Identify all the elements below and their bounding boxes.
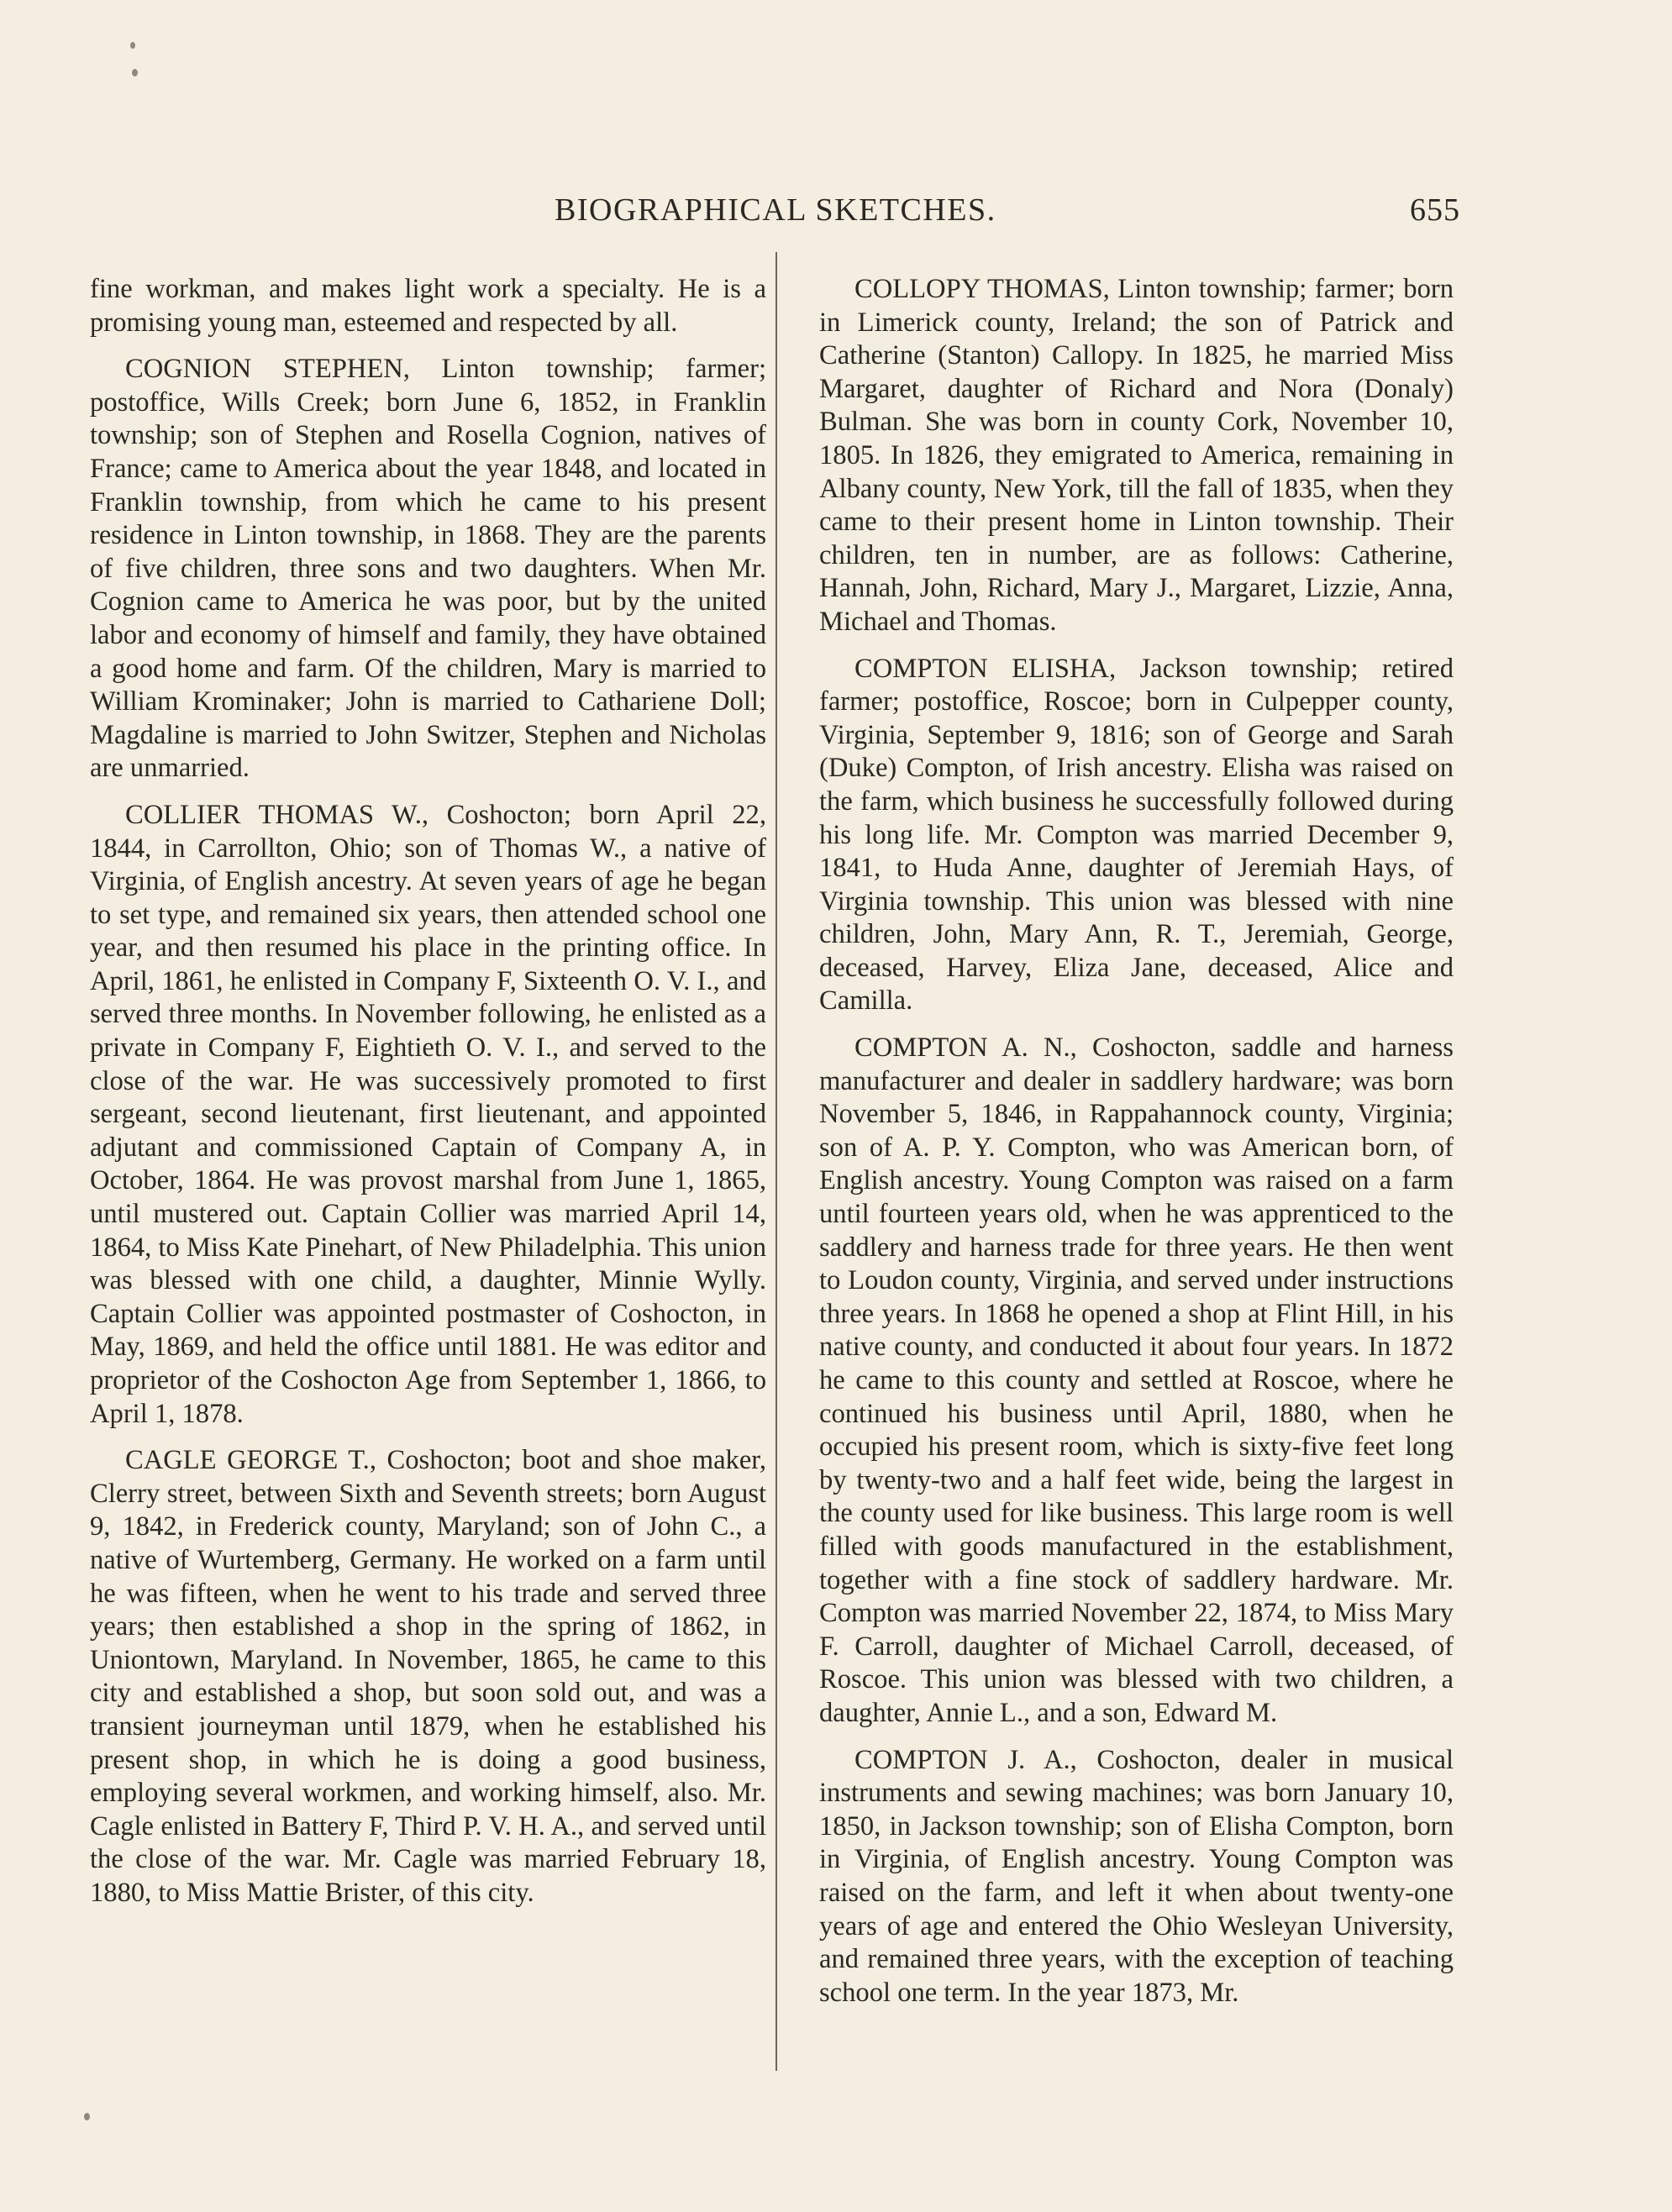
entry-compton-elisha: COMPTON ELISHA, Jackson township; retired farmer; postoffice, Roscoe; born in Culpepper county, Virginia, September 9, 1816; son of George and Sarah (Duke) Compton, of Irish ancestry. Elisha was raised on the farm, which business he successfully followed during his long life. Mr. Compton was married December 9, 1841, to Huda Anne, daughter of Jeremiah Hays, of Virginia township. This union was blessed with nine children, John, Mary Ann, R. T., Jeremiah, George, deceased, Harvey, Eliza Jane, deceased, Alice and Camilla. bbox=[819, 653, 1454, 1017]
column-divider bbox=[776, 252, 777, 2071]
entry-cagle-george: CAGLE GEORGE T., Coshocton; boot and shoe maker, Clerry street, between Sixth and Seventh streets; born August 9, 1842, in Frederick county, Maryland; son of John C., a native of Wurtemberg, Germany. He worked on a farm until he was fifteen, when he went to his trade and served three years; then established a shop in the spring of 1862, in Uniontown, Maryland. In November, 1865, he came to this city and established a shop, but soon sold out, and was a transient journeyman until 1879, when he established his present shop, in which he is doing a good business, employing several workmen, and working himself, also. Mr. Cagle enlisted in Battery F, Third P. V. H. A., and served until the close of the war. Mr. Cagle was married February 18, 1880, to Miss Mattie Brister, of this city. bbox=[90, 1445, 766, 1908]
page-header bbox=[546, 187, 1588, 230]
entry-compton-a-n: COMPTON A. N., Coshocton, saddle and harness manufacturer and dealer in saddlery hardware; was born November 5, 1846, in Rappahannock county, Virginia; son of A. P. Y. Compton, who was American born, of English ancestry. Young Compton was raised on a farm until fourteen years old, when he was apprenticed to the saddlery and harness trade for three years. He then went to Loudon county, Virginia, and served under instructions three years. In 1868 he opened a shop at Flint Hill, in his native county, and conducted it about four years. In 1872 he came to this county and settled at Roscoe, where he continued his business until April, 1880, when he occupied his present room, which is sixty-five feet long by twenty-two and a half feet wide, being the largest in the county used for like business. This large room is well filled with goods manufactured in the establishment, together with a fine stock of saddlery hardware. Mr. Compton was married November 22, 1874, to Miss Mary F. Carroll, daughter of Michael Carroll, deceased, of Roscoe. This union was blessed with two children, a daughter, Annie L., and a son, Edward M. bbox=[819, 1032, 1454, 1728]
ink-speck bbox=[130, 42, 135, 49]
page-number: 655 bbox=[1410, 192, 1460, 228]
entry-compton-j-a: COMPTON J. A., Coshocton, dealer in musical instruments and sewing machines; was born January 10, 1850, in Jackson township; son of Elisha Compton, born in Virginia, of English ancestry. Young Compton was raised on the farm, and left it when about twenty-one years of age and entered the Ohio Wesleyan University, and remained three years, with the exception of teaching school one term. In the year 1873, Mr. bbox=[819, 1744, 1454, 2008]
left-column bbox=[90, 273, 766, 1924]
running-title: BIOGRAPHICAL SKETCHES. bbox=[555, 192, 996, 228]
ink-speck bbox=[84, 2113, 90, 2120]
paragraph-continued: fine workman, and makes light work a specialty. He is a promising young man, esteemed and respected by all. bbox=[90, 274, 766, 338]
ink-speck bbox=[132, 69, 138, 76]
right-column bbox=[819, 273, 1454, 2023]
entry-collopy-thomas: COLLOPY THOMAS, Linton township; farmer; born in Limerick county, Ireland; the son of Patrick and Catherine (Stanton) Callopy. In 1825, he married Miss Margaret, daughter of Richard and Nora (Donaly) Bulman. She was born in county Cork, November 10, 1805. In 1826, they emigrated to America, remaining in Albany county, New York, till the fall of 1835, when they came to their present home in Linton township. Their children, ten in number, are as follows: Catherine, Hannah, John, Richard, Mary J., Margaret, Lizzie, Anna, Michael and Thomas. bbox=[819, 274, 1454, 637]
entry-collier-thomas: COLLIER THOMAS W., Coshocton; born April 22, 1844, in Carrollton, Ohio; son of Thomas W., a native of Virginia, of English ancestry. At seven years of age he began to set type, and remained six years, then attended school one year, and then resumed his place in the printing office. In April, 1861, he enlisted in Company F, Sixteenth O. V. I., and served three months. In November following, he enlisted as a private in Company F, Eightieth O. V. I., and served to the close of the war. He was successively promoted to first sergeant, second lieutenant, first lieutenant, and appointed adjutant and commissioned Captain of Company A, in October, 1864. He was provost marshal from June 1, 1865, until mustered out. Captain Collier was married April 14, 1864, to Miss Kate Pinehart, of New Philadelphia. This union was blessed with one child, a daughter, Minnie Wylly. Captain Collier was appointed postmaster of Coshocton, in May, 1869, and held the office until 1881. He was editor and proprietor of the Coshocton Age from September 1, 1866, to April 1, 1878. bbox=[90, 799, 766, 1429]
entry-cognion-stephen: COGNION STEPHEN, Linton township; farmer; postoffice, Wills Creek; born June 6, 1852, in Franklin township; son of Stephen and Rosella Cognion, natives of France; came to America about the year 1848, and located in Franklin township, from which he came to his present residence in Linton township, in 1868. They are the parents of five children, three sons and two daughters. When Mr. Cognion came to America he was poor, but by the united labor and economy of himself and family, they have obtained a good home and farm. Of the children, Mary is married to William Krominaker; John is married to Cathariene Doll; Magdaline is married to John Switzer, Stephen and Nicholas are unmarried. bbox=[90, 354, 766, 784]
